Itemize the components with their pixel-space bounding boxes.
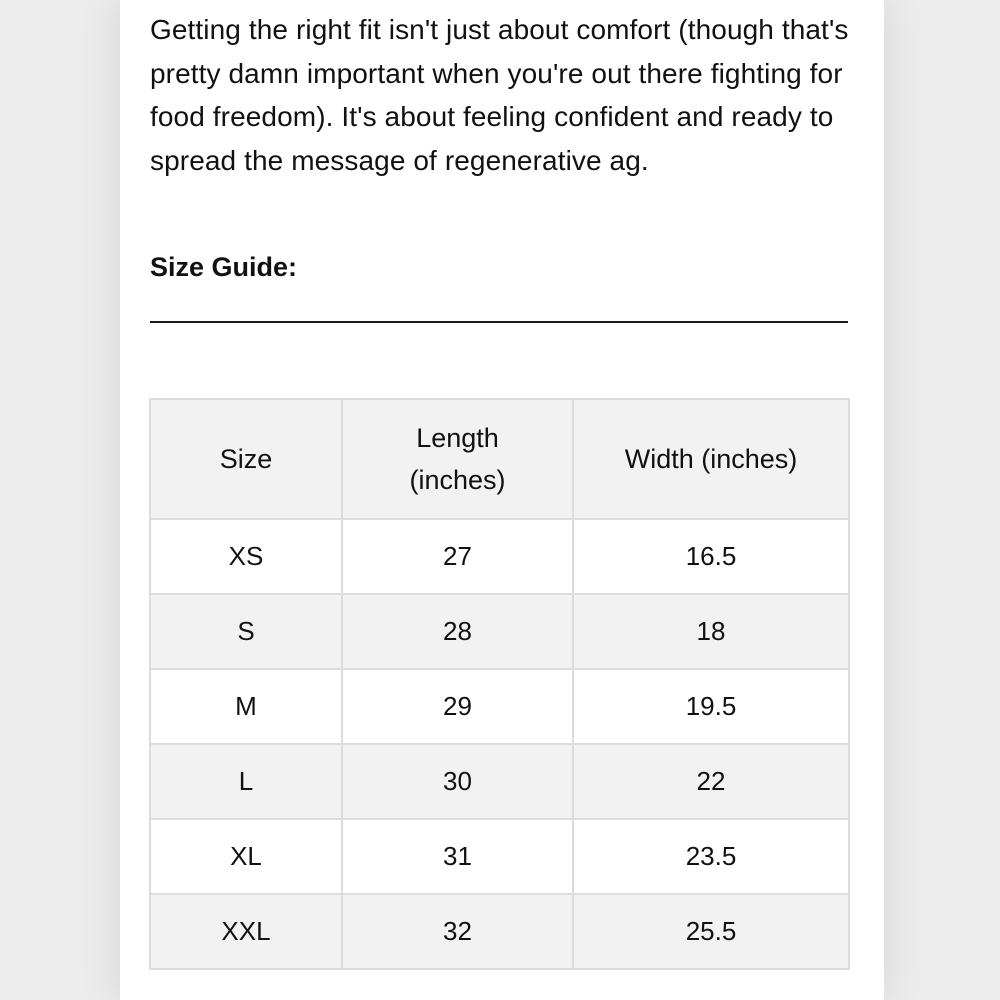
- column-header-width: Width (inches): [573, 399, 849, 519]
- cell-width: 25.5: [573, 894, 849, 969]
- intro-paragraph: Getting the right fit isn't just about comfort (though that's pretty damn important when you're out there fighting for food freedom). It's about feeling confident and ready to spread the message of regenerative ag.: [150, 14, 849, 176]
- cell-width: 19.5: [573, 669, 849, 744]
- cell-length: 32: [342, 894, 573, 969]
- cell-size: XXL: [150, 894, 342, 969]
- table-row: [150, 594, 849, 669]
- cell-length: 31: [342, 819, 573, 894]
- cell-length: 29: [342, 669, 573, 744]
- table-header-row: [150, 399, 849, 519]
- size-guide-heading: Size Guide:: [150, 252, 298, 282]
- size-guide-table: [149, 398, 850, 970]
- cell-width: 18: [573, 594, 849, 669]
- cell-size: M: [150, 669, 342, 744]
- cell-size: S: [150, 594, 342, 669]
- table-row: [150, 894, 849, 969]
- cell-length: 30: [342, 744, 573, 819]
- cell-width: 22: [573, 744, 849, 819]
- column-header-length-label: Length (inches): [409, 423, 506, 495]
- cell-size: XL: [150, 819, 342, 894]
- cell-length: 27: [342, 519, 573, 594]
- cell-width: 16.5: [573, 519, 849, 594]
- cell-length: 28: [342, 594, 573, 669]
- section-divider: [150, 321, 848, 323]
- cell-size: L: [150, 744, 342, 819]
- column-header-size: Size: [150, 399, 342, 519]
- column-header-length: [342, 399, 573, 519]
- table-row: [150, 519, 849, 594]
- table-row: [150, 669, 849, 744]
- table-row: [150, 819, 849, 894]
- table-row: [150, 744, 849, 819]
- cell-width: 23.5: [573, 819, 849, 894]
- cell-size: XS: [150, 519, 342, 594]
